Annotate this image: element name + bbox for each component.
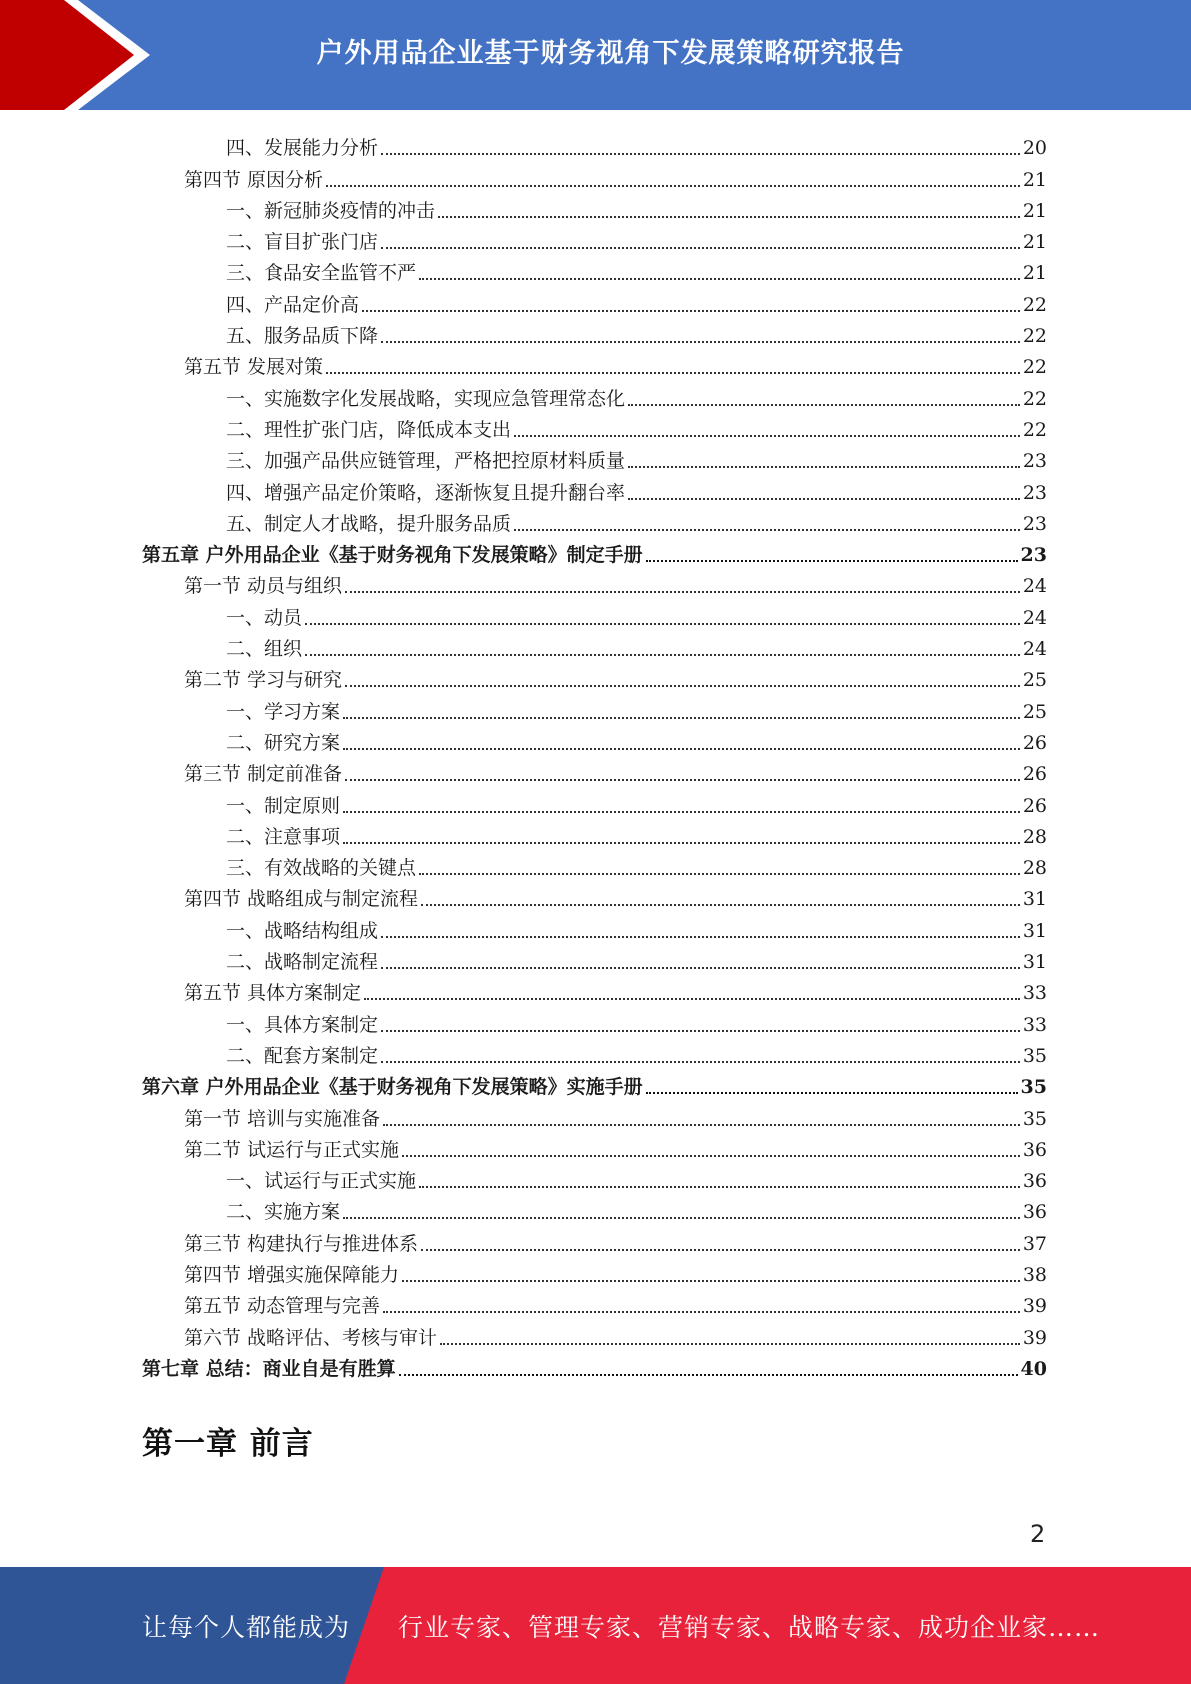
toc-entry-page: 37 — [1022, 1232, 1047, 1255]
toc-entry-page: 26 — [1022, 794, 1047, 817]
toc-entry-label: 四、发展能力分析 — [226, 137, 379, 160]
toc-dot-leader — [628, 498, 1020, 500]
toc-entry-page: 36 — [1022, 1201, 1047, 1224]
toc-entry-label: 五、服务品质下降 — [226, 325, 379, 348]
toc-section-entry[interactable] — [142, 1287, 1047, 1318]
toc-entry-label: 一、具体方案制定 — [226, 1013, 379, 1036]
toc-dot-leader — [421, 904, 1020, 906]
toc-entry-label: 第六章 户外用品企业《基于财务视角下发展策略》实施手册 — [142, 1076, 643, 1099]
toc-dot-leader — [381, 967, 1020, 969]
toc-subsection-entry[interactable] — [142, 1037, 1047, 1068]
toc-entry-page: 26 — [1022, 731, 1047, 754]
toc-entry-label: 第四节 增强实施保障能力 — [184, 1263, 400, 1286]
toc-entry-label: 二、战略制定流程 — [226, 951, 379, 974]
toc-dot-leader — [402, 1280, 1020, 1282]
toc-entry-page: 31 — [1022, 951, 1047, 974]
toc-subsection-entry[interactable] — [142, 379, 1047, 410]
toc-entry-page: 25 — [1022, 700, 1047, 723]
toc-entry-label: 第三节 制定前准备 — [184, 763, 343, 786]
toc-dot-leader — [326, 372, 1020, 374]
toc-dot-leader — [628, 466, 1020, 468]
toc-dot-leader — [381, 153, 1020, 155]
toc-entry-page: 33 — [1022, 1013, 1047, 1036]
toc-subsection-entry[interactable] — [142, 692, 1047, 723]
toc-dot-leader — [345, 779, 1020, 781]
toc-dot-leader — [419, 278, 1020, 280]
toc-entry-page: 21 — [1022, 168, 1047, 191]
table-of-contents — [142, 129, 1047, 1381]
toc-entry-label: 第四节 原因分析 — [184, 168, 324, 191]
toc-entry-page: 39 — [1022, 1295, 1047, 1318]
toc-entry-page: 24 — [1022, 638, 1047, 661]
toc-entry-label: 第一节 动员与组织 — [184, 575, 343, 598]
footer-roles: 行业专家、管理专家、营销专家、战略专家、成功企业家…… — [398, 1612, 1101, 1642]
toc-dot-leader — [381, 936, 1020, 938]
toc-entry-page: 40 — [1020, 1357, 1047, 1380]
toc-entry-page: 23 — [1022, 450, 1047, 473]
toc-entry-page: 20 — [1022, 137, 1047, 160]
toc-entry-label: 四、产品定价高 — [226, 293, 360, 316]
toc-entry-page: 31 — [1022, 888, 1047, 911]
toc-dot-leader — [343, 717, 1020, 719]
toc-entry-page: 21 — [1022, 199, 1047, 222]
toc-subsection-entry[interactable] — [142, 505, 1047, 536]
toc-entry-page: 22 — [1022, 293, 1047, 316]
toc-entry-label: 二、理性扩张门店，降低成本支出 — [226, 418, 512, 441]
toc-dot-leader — [646, 560, 1018, 562]
toc-entry-page: 24 — [1022, 575, 1047, 598]
toc-entry-label: 三、食品安全监管不严 — [226, 262, 417, 285]
toc-entry-page: 39 — [1022, 1326, 1047, 1349]
toc-dot-leader — [438, 216, 1020, 218]
toc-dot-leader — [421, 1249, 1020, 1251]
toc-entry-page: 26 — [1022, 763, 1047, 786]
toc-dot-leader — [628, 404, 1020, 406]
toc-entry-label: 一、制定原则 — [226, 794, 341, 817]
toc-entry-label: 一、新冠肺炎疫情的冲击 — [226, 199, 436, 222]
toc-entry-label: 第五章 户外用品企业《基于财务视角下发展策略》制定手册 — [142, 544, 643, 567]
toc-subsection-entry[interactable] — [142, 818, 1047, 849]
toc-dot-leader — [381, 1061, 1020, 1063]
toc-entry-page: 35 — [1022, 1107, 1047, 1130]
toc-dot-leader — [383, 1311, 1020, 1313]
toc-subsection-entry[interactable] — [142, 1193, 1047, 1224]
toc-entry-label: 一、学习方案 — [226, 700, 341, 723]
toc-entry-label: 第五节 发展对策 — [184, 356, 324, 379]
toc-entry-page: 25 — [1022, 669, 1047, 692]
toc-dot-leader — [345, 685, 1020, 687]
toc-entry-label: 一、实施数字化发展战略，实现应急管理常态化 — [226, 387, 626, 410]
toc-entry-page: 22 — [1022, 356, 1047, 379]
toc-dot-leader — [343, 842, 1020, 844]
toc-dot-leader — [440, 1343, 1020, 1345]
toc-subsection-entry[interactable] — [142, 285, 1047, 316]
chapter-heading: 第一章 前言 — [142, 1426, 314, 1462]
toc-section-entry[interactable] — [142, 160, 1047, 191]
page-header — [0, 0, 1191, 110]
toc-subsection-entry[interactable] — [142, 598, 1047, 629]
toc-entry-page: 35 — [1022, 1044, 1047, 1067]
toc-entry-page: 36 — [1022, 1170, 1047, 1193]
toc-entry-label: 第六节 战略评估、考核与审计 — [184, 1326, 438, 1349]
toc-dot-leader — [345, 591, 1020, 593]
toc-section-entry[interactable] — [142, 755, 1047, 786]
toc-subsection-entry[interactable] — [142, 317, 1047, 348]
toc-entry-page: 22 — [1022, 325, 1047, 348]
toc-entry-page: 22 — [1022, 387, 1047, 410]
toc-entry-page: 21 — [1022, 231, 1047, 254]
footer-slogan: 让每个人都能成为 — [142, 1612, 351, 1642]
toc-subsection-entry[interactable] — [142, 254, 1047, 285]
toc-subsection-entry[interactable] — [142, 1005, 1047, 1036]
toc-dot-leader — [419, 873, 1020, 875]
toc-subsection-entry[interactable] — [142, 473, 1047, 504]
toc-entry-label: 第二节 学习与研究 — [184, 669, 343, 692]
toc-dot-leader — [646, 1092, 1018, 1094]
toc-section-entry[interactable] — [142, 1099, 1047, 1130]
toc-entry-label: 第四节 战略组成与制定流程 — [184, 888, 419, 911]
toc-entry-page: 24 — [1022, 606, 1047, 629]
toc-entry-label: 第一节 培训与实施准备 — [184, 1107, 381, 1130]
toc-section-entry[interactable] — [142, 1318, 1047, 1349]
toc-entry-page: 22 — [1022, 418, 1047, 441]
toc-dot-leader — [399, 1374, 1018, 1376]
toc-entry-label: 二、盲目扩张门店 — [226, 231, 379, 254]
toc-dot-leader — [305, 654, 1020, 656]
toc-dot-leader — [383, 1124, 1020, 1126]
toc-entry-page: 28 — [1022, 825, 1047, 848]
toc-subsection-entry[interactable] — [142, 442, 1047, 473]
toc-entry-page: 21 — [1022, 262, 1047, 285]
toc-subsection-entry[interactable] — [142, 129, 1047, 160]
toc-entry-page: 36 — [1022, 1138, 1047, 1161]
toc-subsection-entry[interactable] — [142, 192, 1047, 223]
toc-dot-leader — [343, 811, 1020, 813]
toc-entry-label: 三、有效战略的关键点 — [226, 857, 417, 880]
page-footer — [0, 1567, 1191, 1684]
toc-dot-leader — [402, 1155, 1020, 1157]
toc-dot-leader — [343, 1217, 1020, 1219]
toc-entry-label: 第三节 构建执行与推进体系 — [184, 1232, 419, 1255]
toc-subsection-entry[interactable] — [142, 849, 1047, 880]
toc-dot-leader — [343, 748, 1020, 750]
toc-dot-leader — [381, 247, 1020, 249]
toc-subsection-entry[interactable] — [142, 911, 1047, 942]
toc-chapter-entry[interactable] — [142, 1068, 1047, 1099]
toc-entry-page: 38 — [1022, 1263, 1047, 1286]
toc-section-entry[interactable] — [142, 974, 1047, 1005]
toc-subsection-entry[interactable] — [142, 411, 1047, 442]
toc-entry-label: 一、战略结构组成 — [226, 919, 379, 942]
toc-chapter-entry[interactable] — [142, 1350, 1047, 1381]
toc-entry-label: 二、实施方案 — [226, 1201, 341, 1224]
toc-dot-leader — [364, 998, 1020, 1000]
toc-dot-leader — [514, 435, 1020, 437]
toc-dot-leader — [362, 310, 1020, 312]
toc-entry-label: 二、研究方案 — [226, 731, 341, 754]
toc-section-entry[interactable] — [142, 880, 1047, 911]
page-number: 2 — [1030, 1520, 1046, 1548]
toc-entry-label: 四、增强产品定价策略，逐渐恢复且提升翻台率 — [226, 481, 626, 504]
toc-section-entry[interactable] — [142, 567, 1047, 598]
toc-entry-label: 二、配套方案制定 — [226, 1044, 379, 1067]
toc-subsection-entry[interactable] — [142, 786, 1047, 817]
toc-entry-page: 35 — [1020, 1076, 1047, 1099]
toc-chapter-entry[interactable] — [142, 536, 1047, 567]
toc-subsection-entry[interactable] — [142, 223, 1047, 254]
toc-entry-label: 二、组织 — [226, 638, 303, 661]
toc-dot-leader — [514, 529, 1020, 531]
toc-dot-leader — [419, 1186, 1020, 1188]
toc-entry-label: 三、加强产品供应链管理，严格把控原材料质量 — [226, 450, 626, 473]
toc-subsection-entry[interactable] — [142, 1162, 1047, 1193]
toc-entry-label: 一、试运行与正式实施 — [226, 1170, 417, 1193]
toc-entry-page: 23 — [1020, 544, 1047, 567]
toc-entry-label: 第五节 具体方案制定 — [184, 982, 362, 1005]
toc-dot-leader — [381, 341, 1020, 343]
toc-section-entry[interactable] — [142, 1256, 1047, 1287]
toc-entry-label: 五、制定人才战略，提升服务品质 — [226, 512, 512, 535]
toc-entry-page: 33 — [1022, 982, 1047, 1005]
toc-entry-label: 一、动员 — [226, 606, 303, 629]
toc-entry-page: 28 — [1022, 857, 1047, 880]
toc-subsection-entry[interactable] — [142, 630, 1047, 661]
toc-subsection-entry[interactable] — [142, 724, 1047, 755]
toc-dot-leader — [305, 623, 1020, 625]
toc-entry-label: 第七章 总结：商业自是有胜算 — [142, 1357, 396, 1380]
toc-section-entry[interactable] — [142, 1131, 1047, 1162]
toc-subsection-entry[interactable] — [142, 943, 1047, 974]
header-title: 户外用品企业基于财务视角下发展策略研究报告 — [316, 37, 905, 69]
toc-section-entry[interactable] — [142, 661, 1047, 692]
toc-section-entry[interactable] — [142, 1224, 1047, 1255]
toc-entry-page: 23 — [1022, 481, 1047, 504]
toc-entry-page: 23 — [1022, 512, 1047, 535]
toc-section-entry[interactable] — [142, 348, 1047, 379]
toc-dot-leader — [381, 1030, 1020, 1032]
toc-entry-label: 第五节 动态管理与完善 — [184, 1295, 381, 1318]
toc-entry-label: 第二节 试运行与正式实施 — [184, 1138, 400, 1161]
toc-entry-label: 二、注意事项 — [226, 825, 341, 848]
toc-entry-page: 31 — [1022, 919, 1047, 942]
toc-dot-leader — [326, 185, 1020, 187]
